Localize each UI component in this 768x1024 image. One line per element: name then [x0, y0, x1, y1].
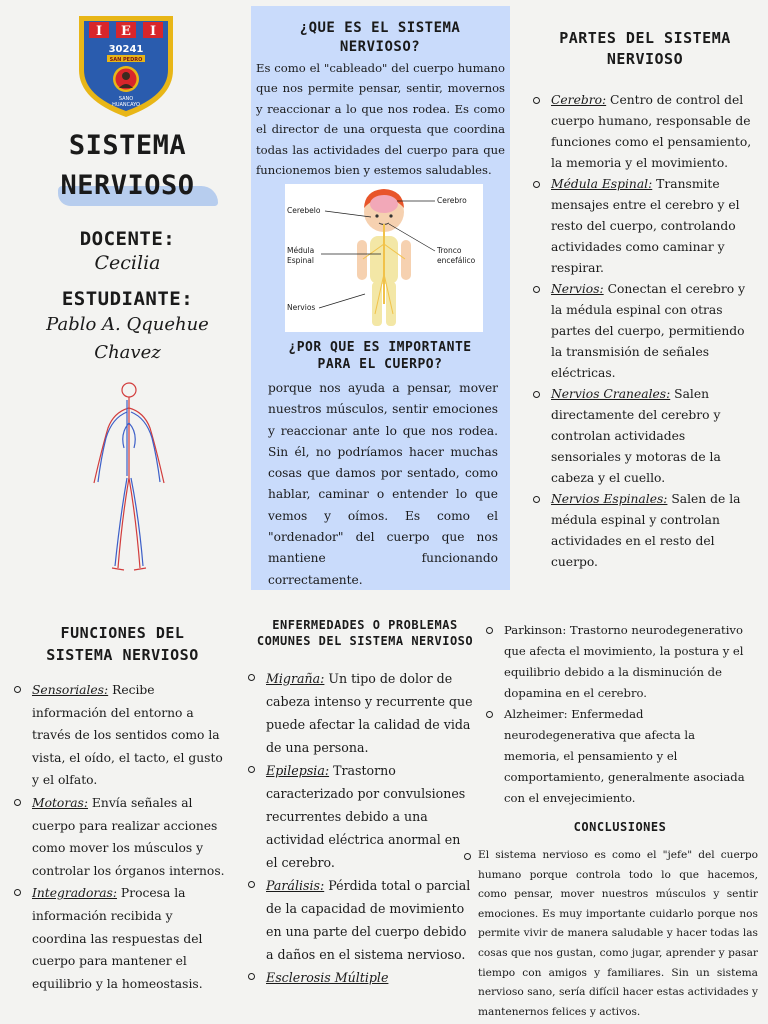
- que-es-heading-line2: NERVIOSO?: [339, 39, 421, 55]
- list-item: Nervios Espinales: Salen de la médula espinal y controlan actividades en el resto del cuerpo.: [531, 489, 756, 573]
- shield-letter-3: I: [149, 24, 157, 39]
- shield-letter-1: I: [95, 24, 103, 39]
- body-nerves-icon: [84, 378, 174, 578]
- estudiante-name-line1: Pablo A. Qquehue: [46, 314, 209, 335]
- page-title-line2: NERVIOSO: [60, 170, 195, 201]
- brain-diagram: [285, 184, 483, 332]
- partes-list: [531, 90, 756, 573]
- importante-heading-line2: PARA EL CUERPO?: [317, 357, 443, 372]
- nervous-system-figure: [84, 378, 174, 578]
- shield-motto: SAN PEDRO: [109, 57, 143, 63]
- partes-heading-line1: PARTES DEL SISTEMA: [559, 29, 731, 47]
- shield-number: 30241: [108, 44, 144, 55]
- list-item: Epilepsia: Trastorno caracterizado por convulsiones recurrentes debido a una actividad eléctrica anormal en el cerebro.: [246, 759, 474, 874]
- importante-heading-line1: ¿POR QUE ES IMPORTANTE: [288, 340, 472, 355]
- conclusiones-list: [462, 846, 758, 1022]
- list-item: Esclerosis Múltiple: [246, 966, 474, 989]
- docente-name: Cecilia: [94, 252, 161, 274]
- importante-text: porque nos ayuda a pensar, mover nuestros músculos, sentir emociones y reaccionar ante lo que nos rodea. Sin él, no podríamos hacer muchas cosas que damos por sentado, como hablar, caminar o entender lo que vemos y oímos. Es como el "ordenador" del cuerpo que nos mantiene funcionando correctamente.: [268, 381, 498, 587]
- list-item: Migraña: Un tipo de dolor de cabeza intenso y recurrente que puede afectar la calidad de vida de una persona.: [246, 667, 474, 759]
- diagram-label-nervios: Nervios: [287, 303, 316, 312]
- list-item: Médula Espinal: Transmite mensajes entre el cerebro y el resto del cuerpo, controlando actividades como caminar y respirar.: [531, 174, 756, 279]
- funciones-heading-line1: FUNCIONES DEL: [60, 624, 185, 642]
- diagram-label-cerebelo: Cerebelo: [287, 206, 321, 215]
- funciones-list: [12, 679, 230, 995]
- list-item: Motoras: Envía señales al cuerpo para realizar acciones como mover los músculos y controlar los órganos internos.: [12, 792, 230, 882]
- list-item: Cerebro: Centro de control del cuerpo humano, responsable de funciones como el pensamiento, la memoria y el movimiento.: [531, 90, 756, 174]
- diagram-label-cerebro: Cerebro: [437, 196, 467, 205]
- que-es-text: Es como el "cableado" del cuerpo humano que nos permite pensar, sentir, movernos y reaccionar a lo que nos rodea. Es como el director de una orquesta que coordina todas las actividades del cuerpo para que funcionemos bien y estemos saludables.: [256, 61, 505, 178]
- school-shield-logo: [75, 12, 177, 120]
- list-item: Parkinson: Trastorno neurodegenerativo que afecta el movimiento, la postura y el equilibrio debido a la disminución de dopamina en el cerebro.: [484, 620, 754, 704]
- enfermedades-heading-line1: ENFERMEDADES O PROBLEMAS: [272, 618, 458, 632]
- estudiante-label: ESTUDIANTE:: [61, 288, 194, 310]
- conclusion-text: El sistema nervioso es como el "jefe" del cuerpo humano porque controla todo lo que hacemos, como pensar, mover nuestros músculos y sentir emociones. Es muy importante cuidarlo porque nos permite vivir de manera saludable y hacer todas las cosas que nos gustan, como jugar, aprender y pasar tiempo con amigos y familiares. Sin un sistema nervioso sano, sería difícil hacer estas actividades y mantenernos felices y activos.: [462, 846, 758, 1022]
- diagram-label-medula: Médula Espinal: [287, 246, 315, 265]
- enfermedades-list: [246, 667, 474, 989]
- conclusiones-heading: CONCLUSIONES: [573, 820, 667, 834]
- list-item: Nervios: Conectan el cerebro y la médula espinal con otras partes del cuerpo, permitiendo la transmisión de señales eléctricas.: [531, 279, 756, 384]
- partes-heading-line2: NERVIOSO: [606, 50, 684, 68]
- list-item: Integradoras: Procesa la información recibida y coordina las respuestas del cuerpo para mantener el equilibrio y la homeostasis.: [12, 882, 230, 995]
- enfermedades-more-list: [484, 620, 754, 809]
- enfermedades-heading-line2: COMUNES DEL SISTEMA NERVIOSO: [256, 634, 474, 648]
- estudiante-name-line2: Chavez: [94, 342, 161, 363]
- list-item: Sensoriales: Recibe información del entorno a través de los sentidos como la vista, el oído, el tacto, el gusto y el olfato.: [12, 679, 230, 792]
- docente-label: DOCENTE:: [79, 228, 176, 250]
- funciones-heading-line2: SISTEMA NERVIOSO: [46, 646, 199, 664]
- list-item: Alzheimer: Enfermedad neurodegenerativa que afecta la memoria, el pensamiento y el comportamiento, generalmente asociada con el envejecimiento.: [484, 704, 754, 809]
- shield-icon: [75, 12, 177, 120]
- list-item: Nervios Craneales: Salen directamente del cerebro y controlan actividades sensoriales y motoras de la cabeza y el cuello.: [531, 384, 756, 489]
- list-item: Parálisis: Pérdida total o parcial de la capacidad de movimiento en una parte del cuerpo debido a daños en el sistema nervioso.: [246, 874, 474, 966]
- shield-place-1: SANO: [118, 96, 134, 102]
- shield-letter-2: E: [121, 24, 131, 39]
- diagram-label-tronco: Tronco encefálico: [437, 246, 476, 265]
- page-title-line1: SISTEMA: [68, 130, 187, 161]
- que-es-heading-line1: ¿QUE ES EL SISTEMA: [299, 20, 461, 36]
- enfermedades-list-clip: [246, 667, 474, 1024]
- shield-place-2: HUANCAYO: [112, 102, 140, 108]
